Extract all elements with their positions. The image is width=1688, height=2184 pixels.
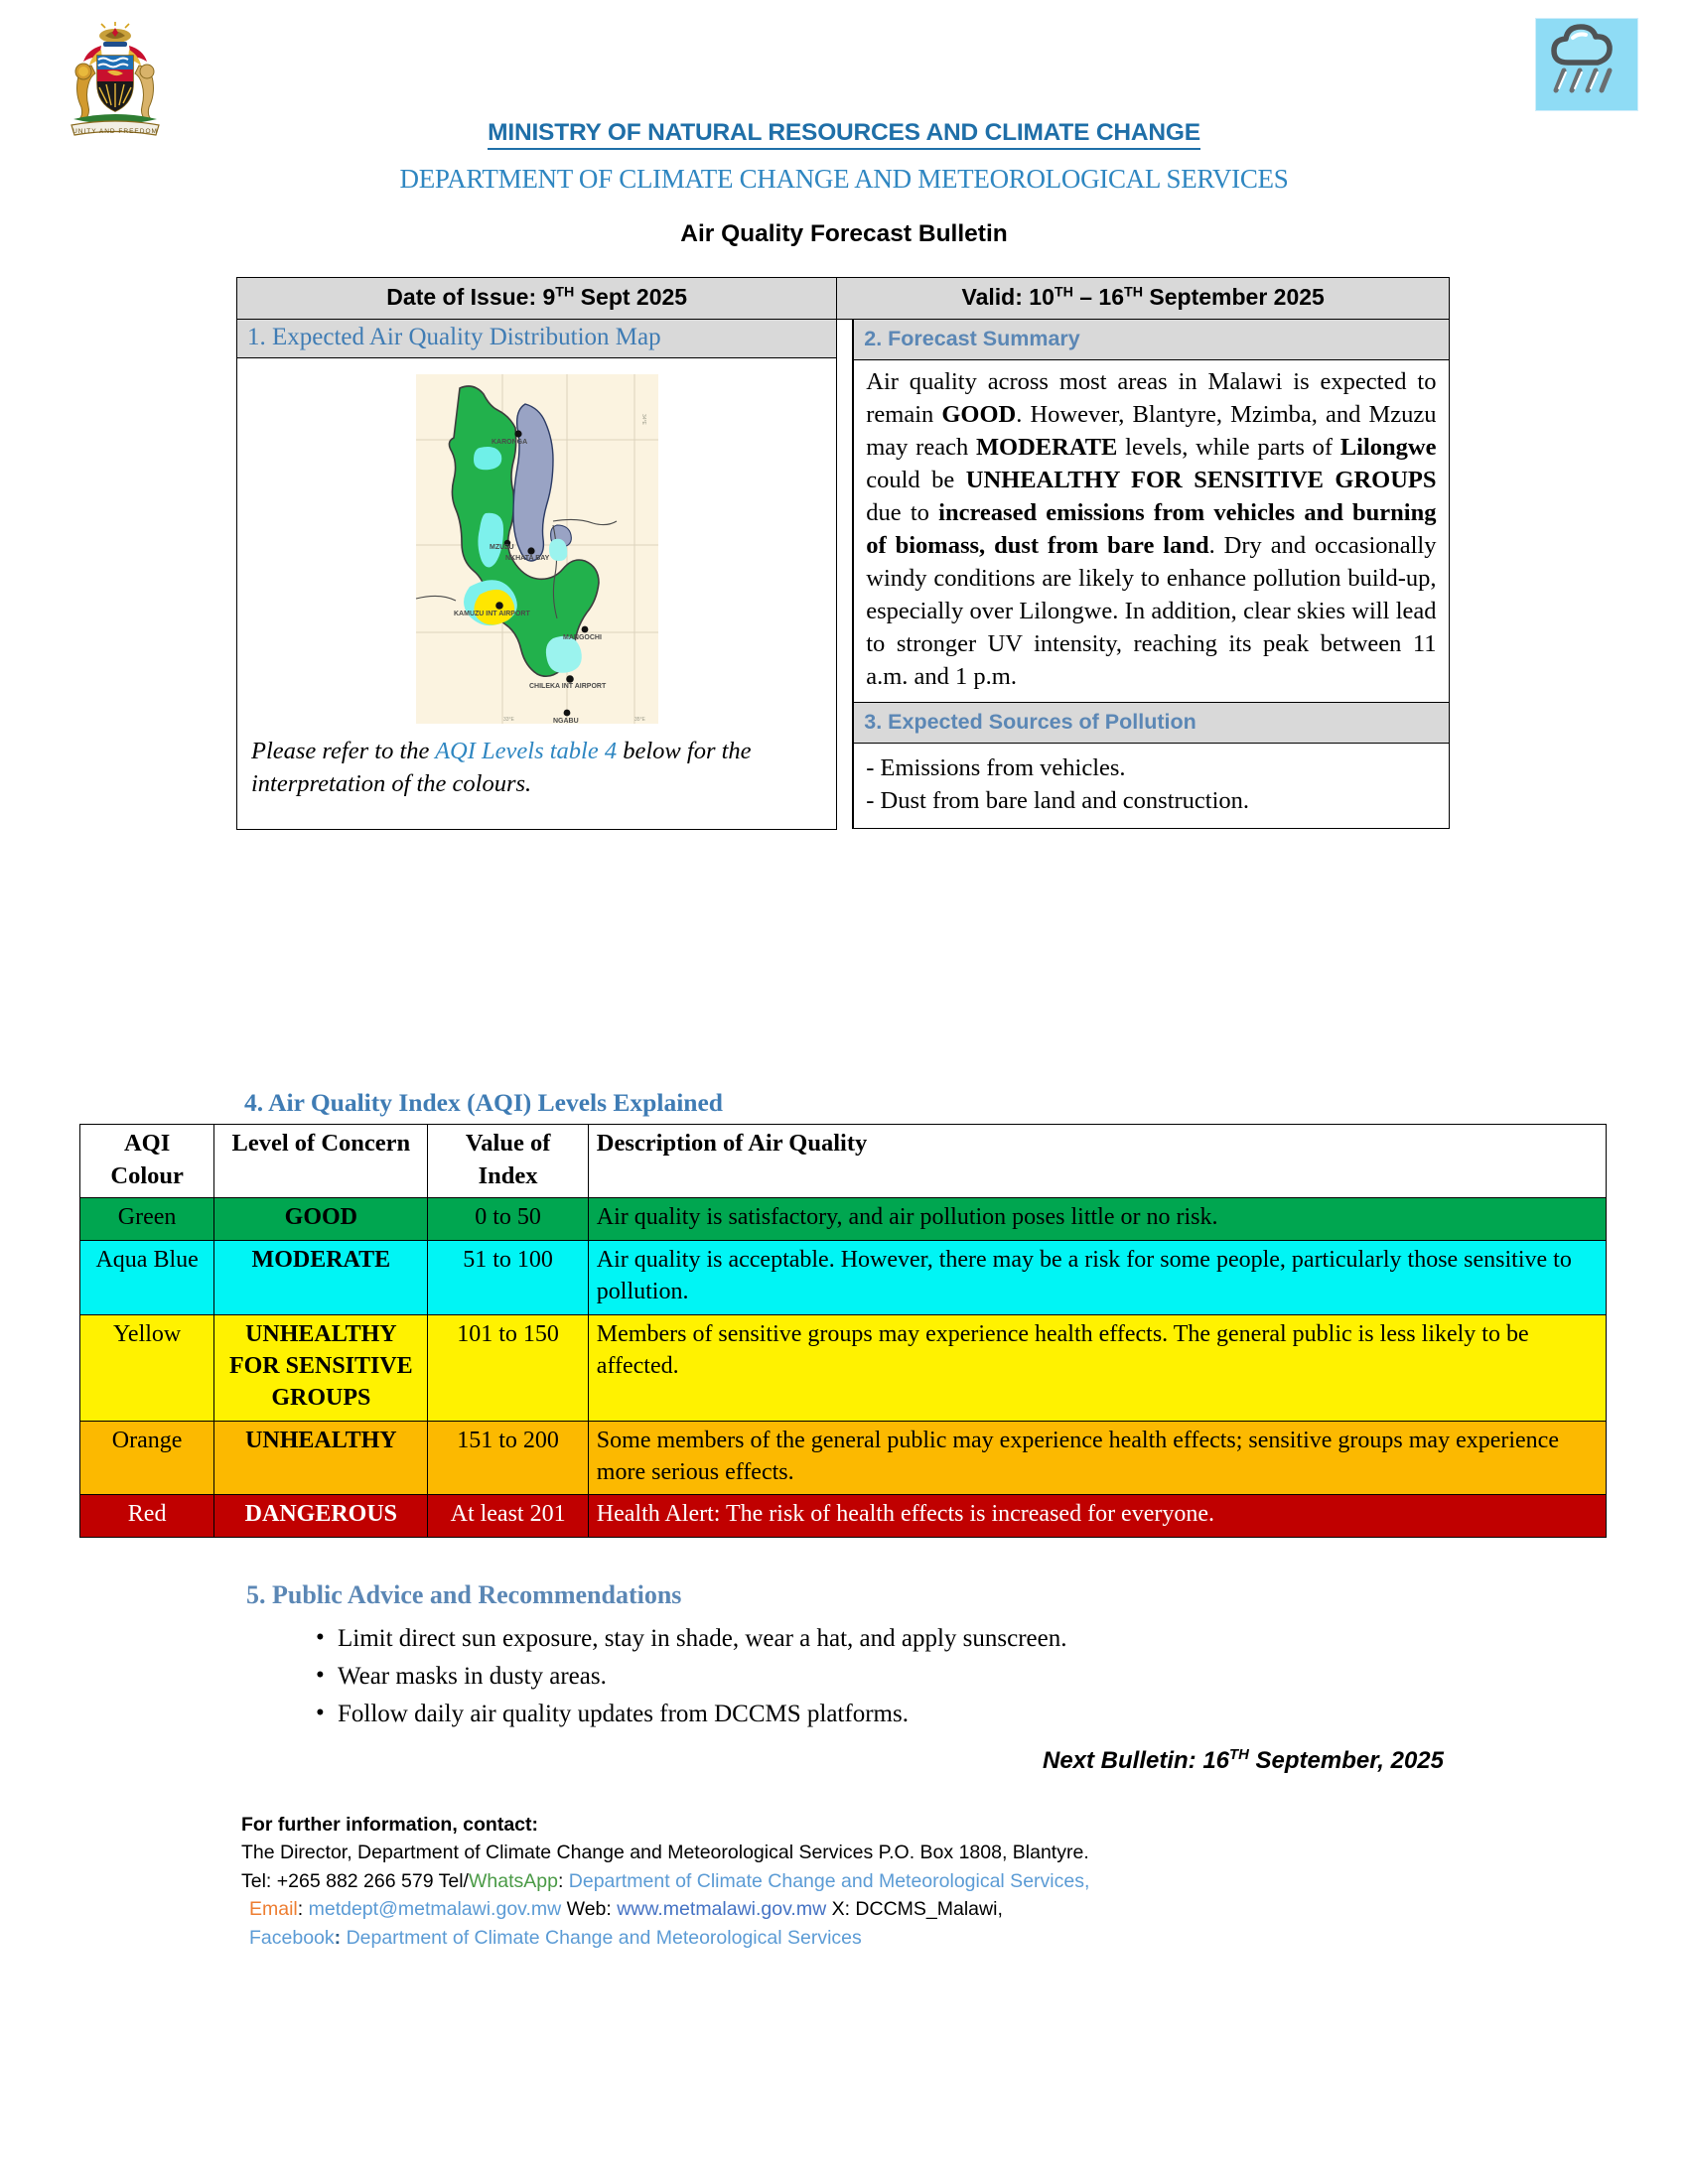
summary-fragment-9: increased emissions from vehicles and burning of biomass, dust from bare land xyxy=(866,499,1437,559)
section-2-cell xyxy=(854,320,1449,702)
pollution-source-item: - Dust from bare land and construction. xyxy=(866,787,1250,815)
section-4-heading: 4. Air Quality Index (AQI) Levels Explained xyxy=(244,1088,723,1117)
table-row xyxy=(80,1421,1607,1495)
col-description: Description of Air Quality xyxy=(588,1125,1606,1198)
summary-fragment-4: levels, while parts of xyxy=(1117,434,1340,462)
summary-fragment-5: Lilongwe xyxy=(1339,434,1437,462)
facebook-label: Facebook xyxy=(249,1926,335,1949)
map-caption-pre: Please refer to the xyxy=(251,738,436,765)
aqi-cell-description: Air quality is satisfactory, and air pollution poses little or no risk. xyxy=(588,1198,1606,1241)
summary-fragment-0: Air quality across most areas in Malawi is expected to remain xyxy=(866,368,1437,429)
aqi-cell-level: GOOD xyxy=(214,1198,428,1241)
website-link[interactable]: www.metmalawi.gov.mw xyxy=(617,1898,827,1921)
table-row xyxy=(80,1241,1607,1315)
aqi-cell-colour: Orange xyxy=(80,1421,214,1495)
aqi-cell-colour: Aqua Blue xyxy=(80,1241,214,1315)
svg-text:CHILEKA INT AIRPORT: CHILEKA INT AIRPORT xyxy=(528,683,606,691)
next-bulletin-post: September, 2025 xyxy=(1248,1747,1444,1774)
contact-heading: For further information, contact: xyxy=(241,1814,538,1836)
malawi-aqi-map-image xyxy=(408,374,666,732)
aqi-cell-value: 0 to 50 xyxy=(428,1198,588,1241)
list-item: • Limit direct sun exposure, stay in shade, wear a hat, and apply sunscreen. xyxy=(316,1620,1067,1658)
section-3-heading: 3. Expected Sources of Pollution xyxy=(854,703,1448,744)
table-row xyxy=(80,1495,1607,1538)
whatsapp-colon: : xyxy=(557,1869,569,1892)
table-spacer xyxy=(837,320,853,829)
aqi-cell-level: UNHEALTHY FOR SENSITIVE GROUPS xyxy=(214,1314,428,1421)
next-bulletin-note xyxy=(0,1747,1444,1775)
content-row xyxy=(237,320,1450,829)
footer-contact-block xyxy=(241,1811,1089,1952)
email-address-link[interactable]: metdept@metmalawi.gov.mw xyxy=(308,1898,562,1921)
page-title: Air Quality Forecast Bulletin xyxy=(680,220,1008,247)
svg-text:KARONGA: KARONGA xyxy=(491,439,527,447)
forecast-summary-text xyxy=(854,360,1448,701)
valid-period-cell xyxy=(837,278,1450,320)
facebook-line xyxy=(241,1924,1089,1952)
list-item: • Wear masks in dusty areas. xyxy=(316,1658,1067,1696)
email-colon: : xyxy=(297,1898,309,1921)
date-of-issue-text: Date of Issue: 9 xyxy=(386,284,556,310)
aqi-cell-value: 151 to 200 xyxy=(428,1421,588,1495)
aqi-cell-description: Members of sensitive groups may experience health effects. The general public is less likely to be affected. xyxy=(588,1314,1606,1421)
next-bulletin-pre: Next Bulletin: 16 xyxy=(1042,1747,1230,1774)
svg-text:33°E: 33°E xyxy=(502,717,514,724)
map-caption-post: below for the interpretation of the colours. xyxy=(251,738,752,797)
valid-label: Valid: 10 xyxy=(961,284,1055,310)
pollution-sources-list xyxy=(854,744,1448,829)
table-row xyxy=(80,1198,1607,1241)
summary-fragment-6: could be xyxy=(866,467,966,494)
aqi-cell-level: DANGEROUS xyxy=(214,1495,428,1538)
pollution-source-item: - Emissions from vehicles. xyxy=(866,753,1126,781)
aqi-table-link[interactable]: AQI Levels table 4 xyxy=(435,738,618,765)
valid-sup2: TH xyxy=(1124,284,1144,301)
aqi-cell-value: At least 201 xyxy=(428,1495,588,1538)
facebook-colon: : xyxy=(334,1926,347,1949)
aqi-levels-table xyxy=(79,1124,1607,1538)
next-bulletin-sup: TH xyxy=(1229,1747,1249,1763)
svg-text:NKHATA BAY: NKHATA BAY xyxy=(504,555,550,563)
date-row xyxy=(237,278,1450,320)
aqi-cell-level: MODERATE xyxy=(214,1241,428,1315)
svg-text:35°E: 35°E xyxy=(633,717,645,724)
aqi-cell-description: Health Alert: The risk of health effects is increased for everyone. xyxy=(588,1495,1606,1538)
map-caption xyxy=(237,734,836,810)
page-header xyxy=(0,0,1688,247)
col-value-of-index: Value of Index xyxy=(428,1125,588,1198)
section-5-heading: 5. Public Advice and Recommendations xyxy=(246,1580,682,1609)
summary-fragment-8: due to xyxy=(866,499,939,527)
date-of-issue-sup: TH xyxy=(555,284,575,301)
svg-text:34°E: 34°E xyxy=(639,414,646,426)
valid-mid: – 16 xyxy=(1072,284,1125,310)
ministry-title-text: MINISTRY OF NATURAL RESOURCES AND CLIMATE CHANGE xyxy=(488,119,1200,150)
svg-text:KAMUZU INT AIRPORT: KAMUZU INT AIRPORT xyxy=(453,611,530,618)
aqi-cell-value: 101 to 150 xyxy=(428,1314,588,1421)
valid-sup1: TH xyxy=(1054,284,1073,301)
summary-fragment-3: MODERATE xyxy=(975,434,1118,462)
rain-cloud-icon xyxy=(1535,18,1638,111)
svg-text:UNITY AND FREEDOM: UNITY AND FREEDOM xyxy=(72,128,158,135)
summary-panel xyxy=(853,320,1450,829)
section-3-cell xyxy=(854,702,1449,829)
facebook-page-link[interactable]: Department of Climate Change and Meteorological Services xyxy=(346,1926,862,1949)
svg-text:NGABU: NGABU xyxy=(552,718,579,726)
web-label: Web: xyxy=(561,1898,618,1921)
bulletin-main-table xyxy=(236,277,1450,830)
table-row xyxy=(80,1314,1607,1421)
tel-prefix: Tel: +265 882 266 579 Tel/ xyxy=(241,1869,469,1892)
whatsapp-label: WhatsApp xyxy=(468,1869,558,1892)
valid-rest: September 2025 xyxy=(1143,284,1325,310)
email-label: Email xyxy=(249,1898,298,1921)
summary-fragment-7: UNHEALTHY FOR SENSITIVE GROUPS xyxy=(965,467,1437,494)
section-1-heading: 1. Expected Air Quality Distribution Map xyxy=(237,320,836,358)
department-title: DEPARTMENT OF CLIMATE CHANGE AND METEOROLOGICAL SERVICES xyxy=(399,164,1289,194)
aqi-cell-colour: Yellow xyxy=(80,1314,214,1421)
col-level-of-concern: Level of Concern xyxy=(214,1125,428,1198)
section-2-heading: 2. Forecast Summary xyxy=(854,320,1448,360)
svg-text:MANGOCHI: MANGOCHI xyxy=(562,634,602,642)
aqi-cell-level: UNHEALTHY xyxy=(214,1421,428,1495)
list-item: • Follow daily air quality updates from DCCMS platforms. xyxy=(316,1696,1067,1733)
map-panel xyxy=(237,320,837,829)
email-web-line xyxy=(241,1895,1089,1923)
whatsapp-value[interactable]: Department of Climate Change and Meteorological Services, xyxy=(568,1869,1090,1892)
aqi-table-header-row xyxy=(80,1125,1607,1198)
aqi-cell-description: Some members of the general public may experience health effects; sensitive groups may experience more serious effects. xyxy=(588,1421,1606,1495)
aqi-cell-description: Air quality is acceptable. However, there may be a risk for some people, particularly those sensitive to pollution. xyxy=(588,1241,1606,1315)
date-of-issue-rest: Sept 2025 xyxy=(574,284,688,310)
x-handle: X: DCCMS_Malawi, xyxy=(826,1898,1003,1921)
aqi-cell-colour: Green xyxy=(80,1198,214,1241)
summary-fragment-10: . Dry and occasionally windy conditions are likely to enhance pollution build-up, especially over Lilongwe. In addition, clear skies will lead to stronger UV intensity, reaching its peak between 11 a.m. and 1 p.m. xyxy=(866,531,1437,690)
ministry-title xyxy=(0,119,1688,147)
aqi-cell-colour: Red xyxy=(80,1495,214,1538)
summary-fragment-2: . However, Blantyre, Mzimba, and Mzuzu may reach xyxy=(866,401,1437,462)
aqi-table-body xyxy=(80,1198,1607,1538)
air-quality-distribution-map xyxy=(237,358,836,734)
director-address-line: The Director, Department of Climate Change and Meteorological Services P.O. Box 1808, Blantyre. xyxy=(241,1842,1089,1864)
telephone-line xyxy=(241,1867,1089,1895)
date-of-issue-cell xyxy=(237,278,837,320)
svg-text:MZUZU: MZUZU xyxy=(489,544,514,552)
col-aqi-colour: AQI Colour xyxy=(80,1125,214,1198)
summary-fragment-1: GOOD xyxy=(941,401,1017,429)
public-advice-list xyxy=(316,1620,1067,1733)
aqi-cell-value: 51 to 100 xyxy=(428,1241,588,1315)
